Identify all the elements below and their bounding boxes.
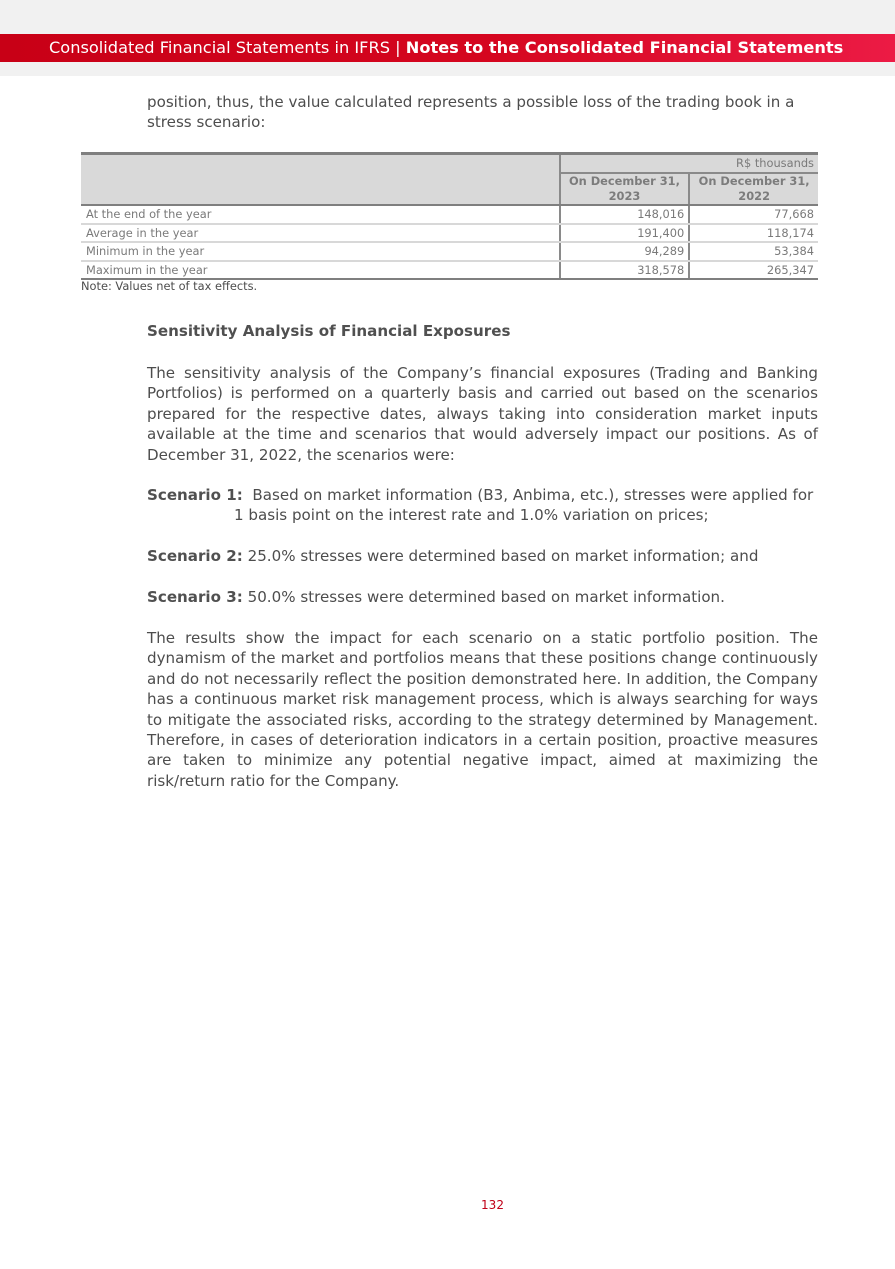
table-row [81,261,818,280]
header-separator: | [390,38,406,57]
cell-2022: 265,347 [689,261,818,280]
scenario-3 [147,587,818,607]
scenario-1 [147,485,818,526]
row-label: Average in the year [81,224,560,243]
scenario-label: Scenario 1: [147,486,243,504]
page-header [0,34,895,62]
scenario-label: Scenario 3: [147,588,243,606]
table-row [81,242,818,261]
scenario-text: 25.0% stresses were determined based on market information; and [247,547,759,565]
row-label: Minimum in the year [81,242,560,261]
cell-2023: 191,400 [560,224,690,243]
lead-paragraph: position, thus, the value calculated represents a possible loss of the trading book in a stress scenario: [147,93,795,132]
scenario-label: Scenario 2: [147,547,243,565]
table-row [81,224,818,243]
cell-2022: 118,174 [689,224,818,243]
header-right-title: Notes to the Consolidated Financial Statements [405,38,844,57]
page-number: 132 [481,1198,504,1212]
scenario-text: Based on market information (B3, Anbima, etc.), stresses were applied for [252,486,814,504]
table-row [81,205,818,224]
cell-2023: 318,578 [560,261,690,280]
cell-2023: 94,289 [560,242,690,261]
header-left-title: Consolidated Financial Statements in IFRS [49,38,391,57]
section-paragraph-1: The sensitivity analysis of the Company’s financial exposures (Trading and Banking Portfolios) is performed on a quarterly basis and carried out based on the scenarios prepared for the respective dates, always taking into consideration market inputs available at the time and scenarios that would adversely impact our positions. As of December 31, 2022, the scenarios were: [147,364,818,464]
table-unit-label: R$ thousands [560,154,818,174]
scenario-2 [147,546,818,566]
cell-2022: 77,668 [689,205,818,224]
table-note: Note: Values net of tax effects. [81,279,258,293]
var-table [81,152,818,280]
column-header-2022: On December 31, 2022 [689,173,818,205]
section-paragraph-2: The results show the impact for each scenario on a static portfolio position. The dynamism of the market and portfolios means that these positions change continuously and do not necessarily reflect the position demonstrated here. In addition, the Company has a continuous market risk management process, which is always searching for ways to mitigate the associated risks, according to the strategy determined by Management. Therefore, in cases of deterioration indicators in a certain position, proactive measures are taken to minimize any potential negative impact, aimed at maximizing the risk/return ratio for the Company. [147,629,818,790]
cell-2022: 53,384 [689,242,818,261]
section-title: Sensitivity Analysis of Financial Exposures [147,322,511,340]
scenario-text: 50.0% stresses were determined based on market information. [247,588,725,606]
table-header-blank [81,154,560,206]
scenario-text-continuation: 1 basis point on the interest rate and 1.0% variation on prices; [234,506,709,525]
table-unit-row [81,154,818,174]
column-header-2023: On December 31, 2023 [560,173,690,205]
cell-2023: 148,016 [560,205,690,224]
row-label: At the end of the year [81,205,560,224]
row-label: Maximum in the year [81,261,560,280]
